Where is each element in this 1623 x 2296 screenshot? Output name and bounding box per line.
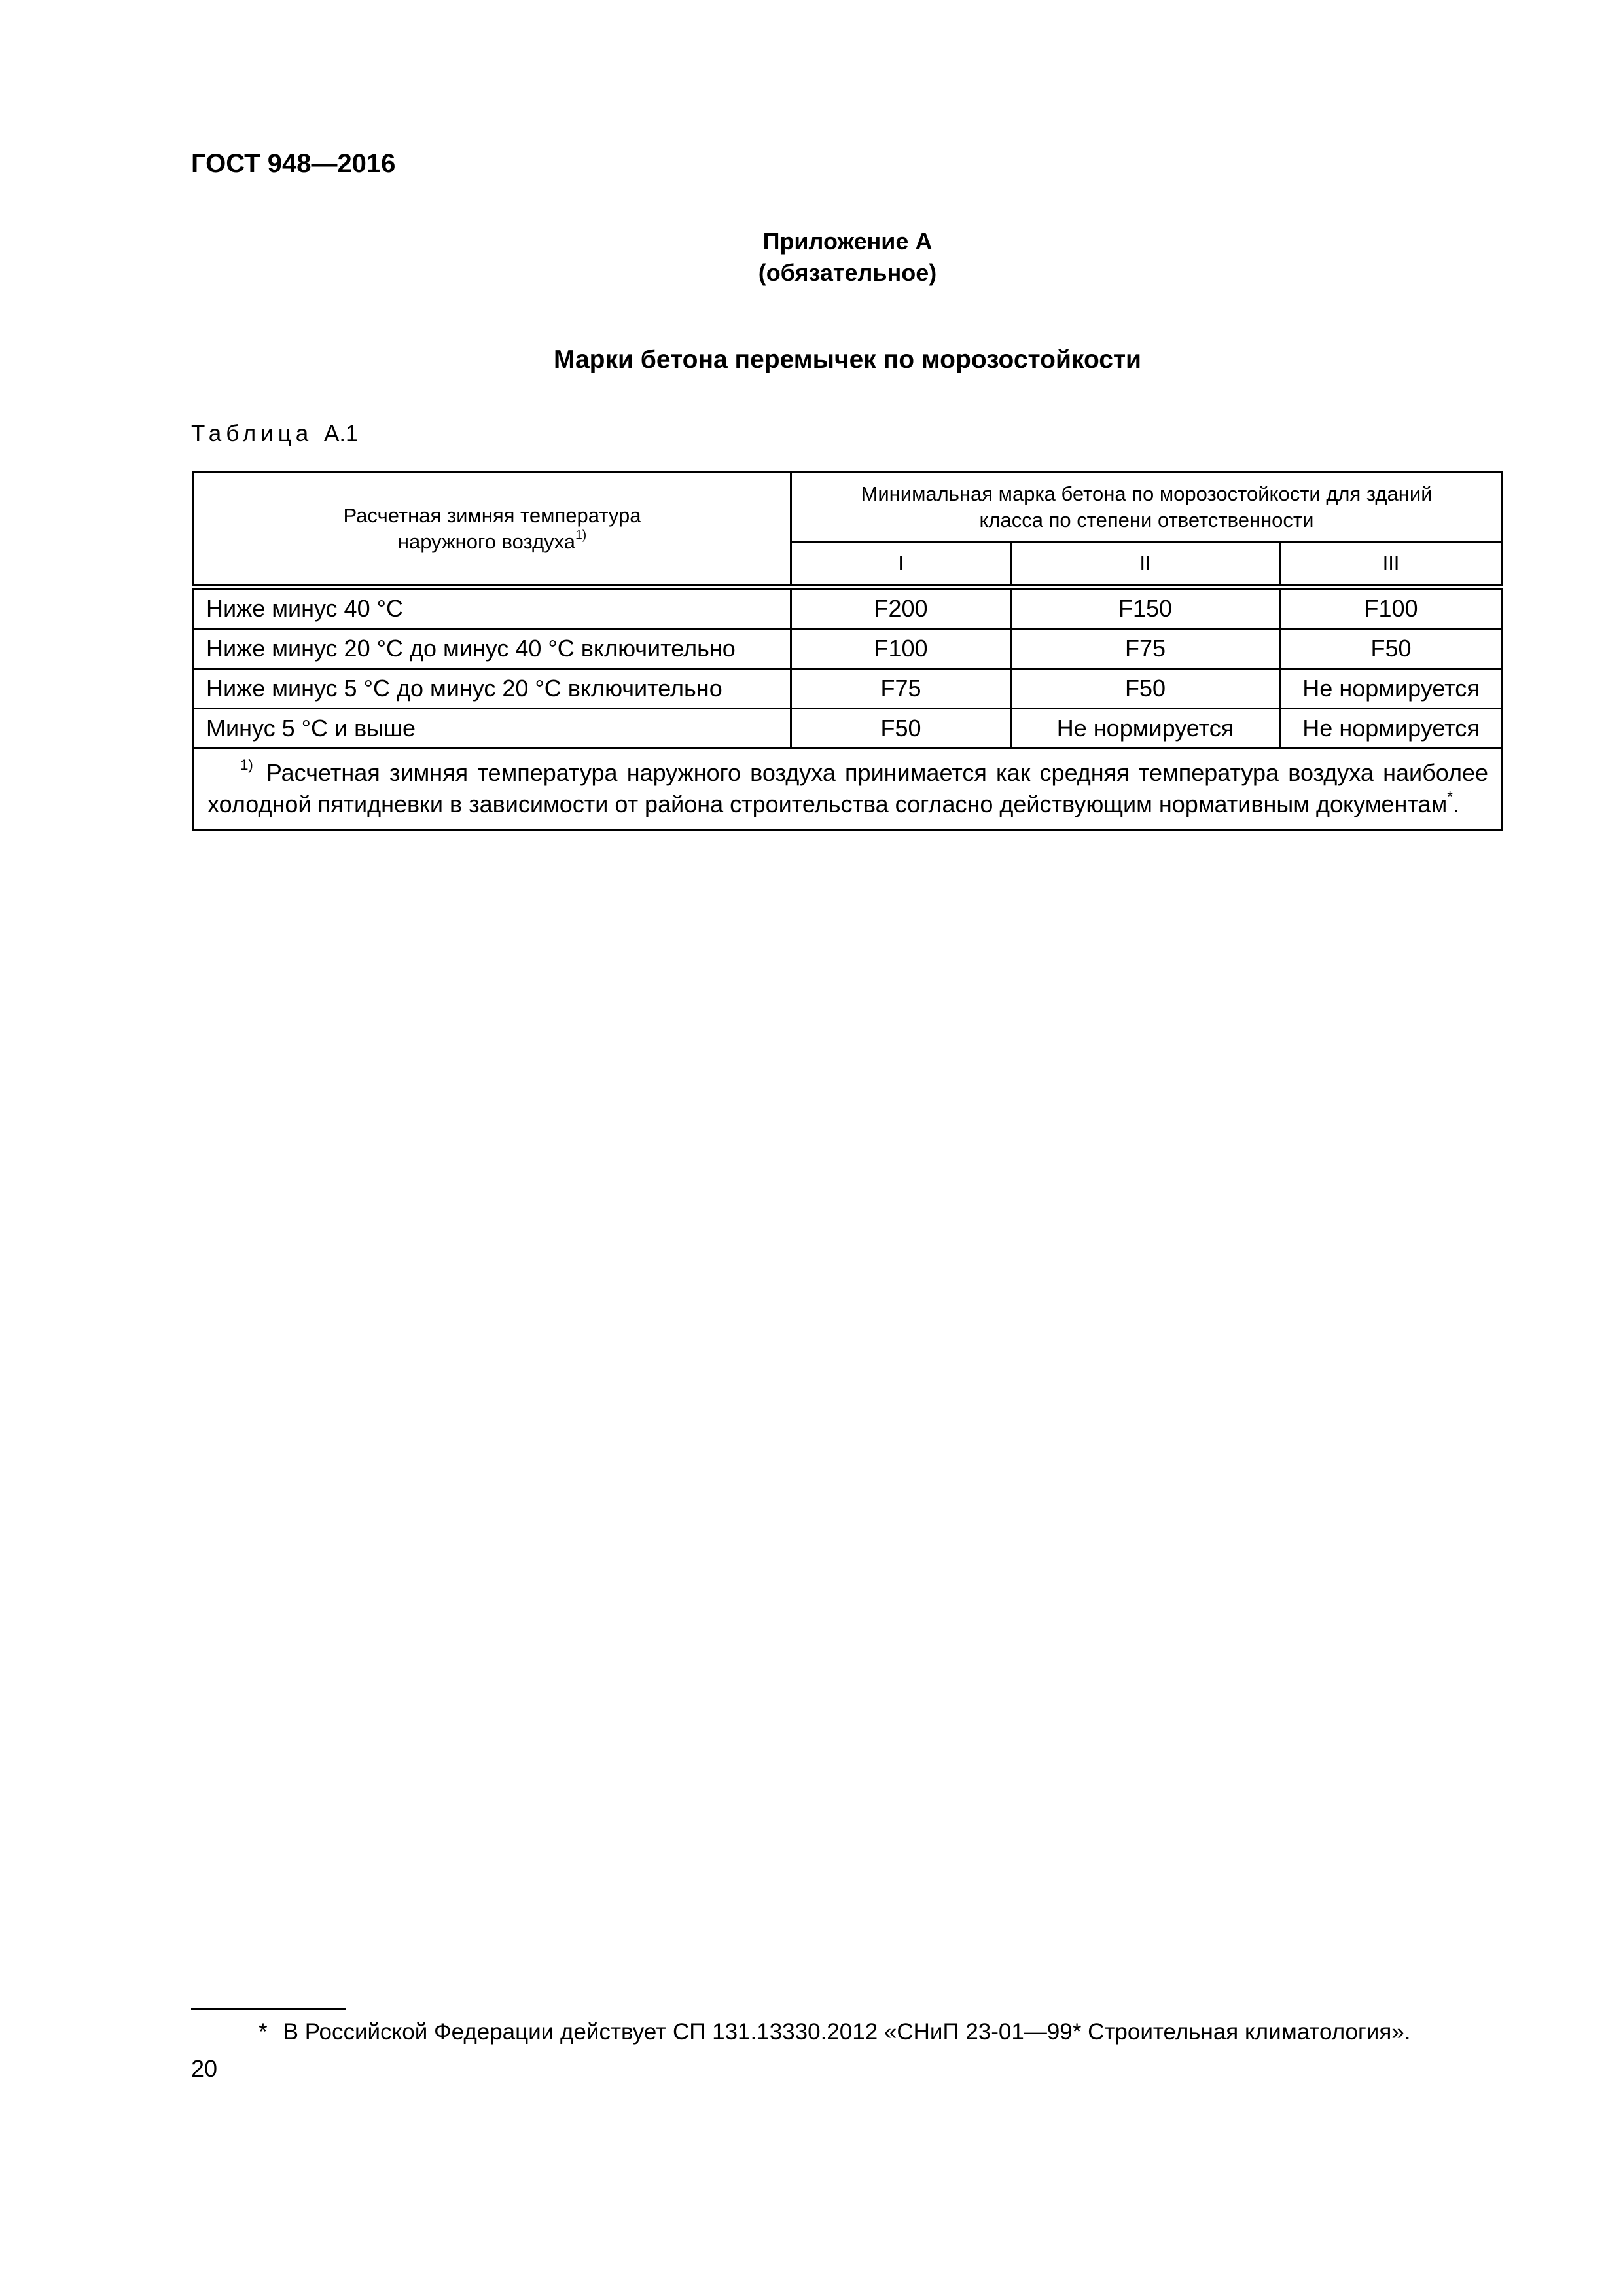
- grade-cell-class-iii: Не нормируется: [1280, 669, 1503, 709]
- table-note-text: Расчетная зимняя температура наружного воздуха принимается как средняя температура воздуха наиболее холодной пятидневки в зависимости от района строительства согласно действующим нормативным документам: [207, 759, 1489, 817]
- min-grade-group-header: [791, 473, 1503, 543]
- grade-cell-class-i: F75: [791, 669, 1011, 709]
- temperature-header-line2: наружного воздуха: [397, 529, 576, 553]
- temperature-cell: Ниже минус 20 °С до минус 40 °С включительно: [194, 629, 791, 669]
- grade-cell-class-iii: F100: [1280, 587, 1503, 629]
- footnote-text: В Российской Федерации действует СП 131.13330.2012 «СНиП 23-01—99* Строительная климатология».: [283, 2019, 1411, 2045]
- table-caption: [191, 421, 359, 447]
- annex-status: (обязательное): [758, 259, 937, 286]
- table-row: [194, 629, 1503, 669]
- table-row: [194, 587, 1503, 629]
- temperature-column-header: [194, 473, 791, 587]
- footnote-divider: [191, 2008, 346, 2010]
- grade-cell-class-iii: F50: [1280, 629, 1503, 669]
- footnote: [259, 2019, 1411, 2045]
- grade-cell-class-i: F100: [791, 629, 1011, 669]
- annex-heading: [0, 226, 1623, 289]
- table-row: [194, 709, 1503, 749]
- footnote-marker: *: [259, 2019, 268, 2045]
- page-number: 20: [191, 2055, 218, 2082]
- table-note-marker: 1): [240, 757, 253, 774]
- table-caption-number: А.1: [323, 421, 359, 446]
- class-header-ii: II: [1011, 543, 1280, 587]
- annex-title: Приложение А: [762, 228, 933, 255]
- grade-cell-class-ii: F75: [1011, 629, 1280, 669]
- table-caption-label: Таблица: [191, 421, 313, 446]
- grade-cell-class-ii: F50: [1011, 669, 1280, 709]
- class-header-iii: III: [1280, 543, 1503, 587]
- temperature-cell: Ниже минус 40 °С: [194, 587, 791, 629]
- temperature-cell: Ниже минус 5 °С до минус 20 °С включительно: [194, 669, 791, 709]
- table-note: [194, 749, 1503, 831]
- temperature-header-line1: Расчетная зимняя температура: [343, 503, 641, 527]
- table-note-star: *: [1447, 788, 1453, 805]
- frost-resistance-table: [192, 471, 1503, 831]
- grade-cell-class-i: F50: [791, 709, 1011, 749]
- group-header-line1: Минимальная марка бетона по морозостойкости для зданий: [861, 482, 1433, 505]
- temperature-header-note-ref: 1): [575, 528, 587, 543]
- grade-cell-class-ii: Не нормируется: [1011, 709, 1280, 749]
- grade-cell-class-iii: Не нормируется: [1280, 709, 1503, 749]
- section-title: Марки бетона перемычек по морозостойкости: [553, 346, 1142, 374]
- grade-cell-class-i: F200: [791, 587, 1011, 629]
- group-header-line2: класса по степени ответственности: [979, 509, 1314, 531]
- table-row: [194, 669, 1503, 709]
- document-code: ГОСТ 948—2016: [191, 149, 396, 178]
- class-header-i: I: [791, 543, 1011, 587]
- table-note-row: [194, 749, 1503, 831]
- grade-cell-class-ii: F150: [1011, 587, 1280, 629]
- table-note-end: .: [1452, 791, 1459, 817]
- temperature-cell: Минус 5 °С и выше: [194, 709, 791, 749]
